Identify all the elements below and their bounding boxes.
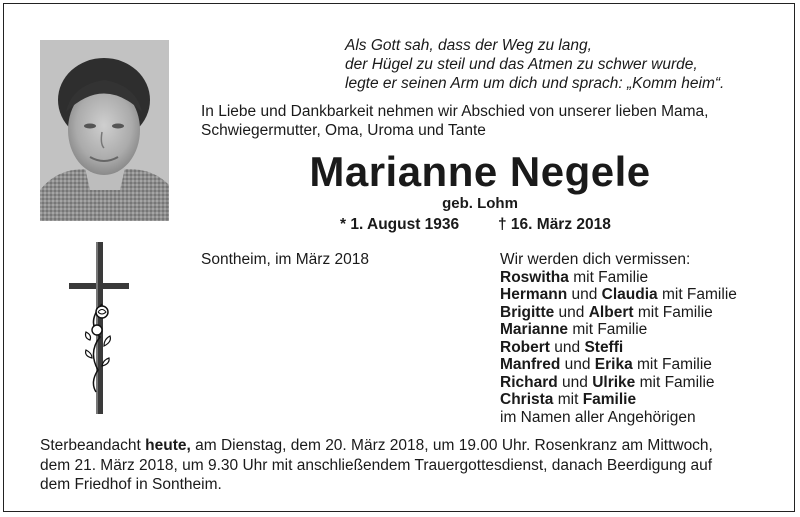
footer-line: dem 21. März 2018, um 9.30 Uhr mit anschließendem Trauergottesdienst, danach Beerdigung auf [40,456,713,474]
mourner-name: Manfred [500,356,561,373]
mourner-line [500,374,737,392]
mourner-line [500,286,737,304]
mourner-name: Claudia [601,286,658,303]
poem-line: legte er seinen Arm um dich und sprach: „Komm heim“. [345,75,725,92]
poem-line: der Hügel zu steil und das Atmen zu schwer wurde, [345,56,698,73]
mourner-line [500,269,737,287]
deceased-name: Marianne Negele [309,148,651,195]
footer-text: am Dienstag, dem 20. März 2018, um 19.00 Uhr. Rosenkranz am Mittwoch, [190,437,713,454]
mourner-name: Marianne [500,321,569,338]
poem-verse [345,36,724,93]
mourner-line [500,339,737,357]
mourners-list [500,251,737,426]
place-and-date: Sontheim, im März 2018 [201,251,369,268]
mourner-name: Albert [588,303,634,321]
mourner-text: mit Familie [657,286,737,303]
mourner-name: Richard [500,373,558,391]
poem-line: Als Gott sah, dass der Weg zu lang, [345,37,592,54]
mourner-name: Brigitte [500,303,555,321]
mourner-name: Ulrike [592,373,636,391]
funeral-service-info [40,436,713,495]
farewell-intro [201,102,709,140]
mourner-line [500,356,737,374]
mourner-text: und [554,303,589,321]
mourner-text: und [557,373,593,391]
footer-line: dem Friedhof in Sontheim. [40,476,222,493]
intro-line: Schwiegermutter, Oma, Uroma und Tante [201,122,486,139]
intro-line: In Liebe und Dankbarkeit nehmen wir Abschied von unserer lieben Mama, [201,103,709,120]
mourner-line [500,391,737,409]
mourner-text: mit Familie [568,268,649,286]
mourner-name: Roswitha [500,268,569,286]
mourner-name: Robert [500,338,550,356]
mourner-text: mit Familie [635,373,715,391]
mourners-closing: im Namen aller Angehörigen [500,408,696,426]
mourner-text: mit Familie [568,321,648,338]
mourners-heading: Wir werden dich vermissen: [500,251,691,268]
mourner-name: Christa [500,391,554,408]
mourner-name: Familie [582,391,637,408]
mourner-text: mit Familie [633,303,713,321]
mourner-text: mit [553,391,583,408]
mourner-text: und [560,356,595,373]
footer-text: Sterbeandacht [40,437,146,454]
maiden-name: geb. Lohm [442,195,518,212]
mourner-name: Hermann [500,286,568,303]
mourner-text: und [567,286,602,303]
mourner-text: und [549,338,585,356]
mourner-text: mit Familie [632,356,712,373]
footer-line [40,436,713,456]
mourner-name: Erika [594,356,633,373]
mourner-name: Steffi [584,338,624,356]
footer-emphasis: heute, [145,437,191,454]
cross-with-rose-icon [66,242,132,414]
birth-date: * 1. August 1936 [340,216,460,233]
portrait-photo [40,40,169,221]
mourner-line [500,321,737,339]
death-date: † 16. März 2018 [498,216,611,233]
mourner-line [500,304,737,322]
